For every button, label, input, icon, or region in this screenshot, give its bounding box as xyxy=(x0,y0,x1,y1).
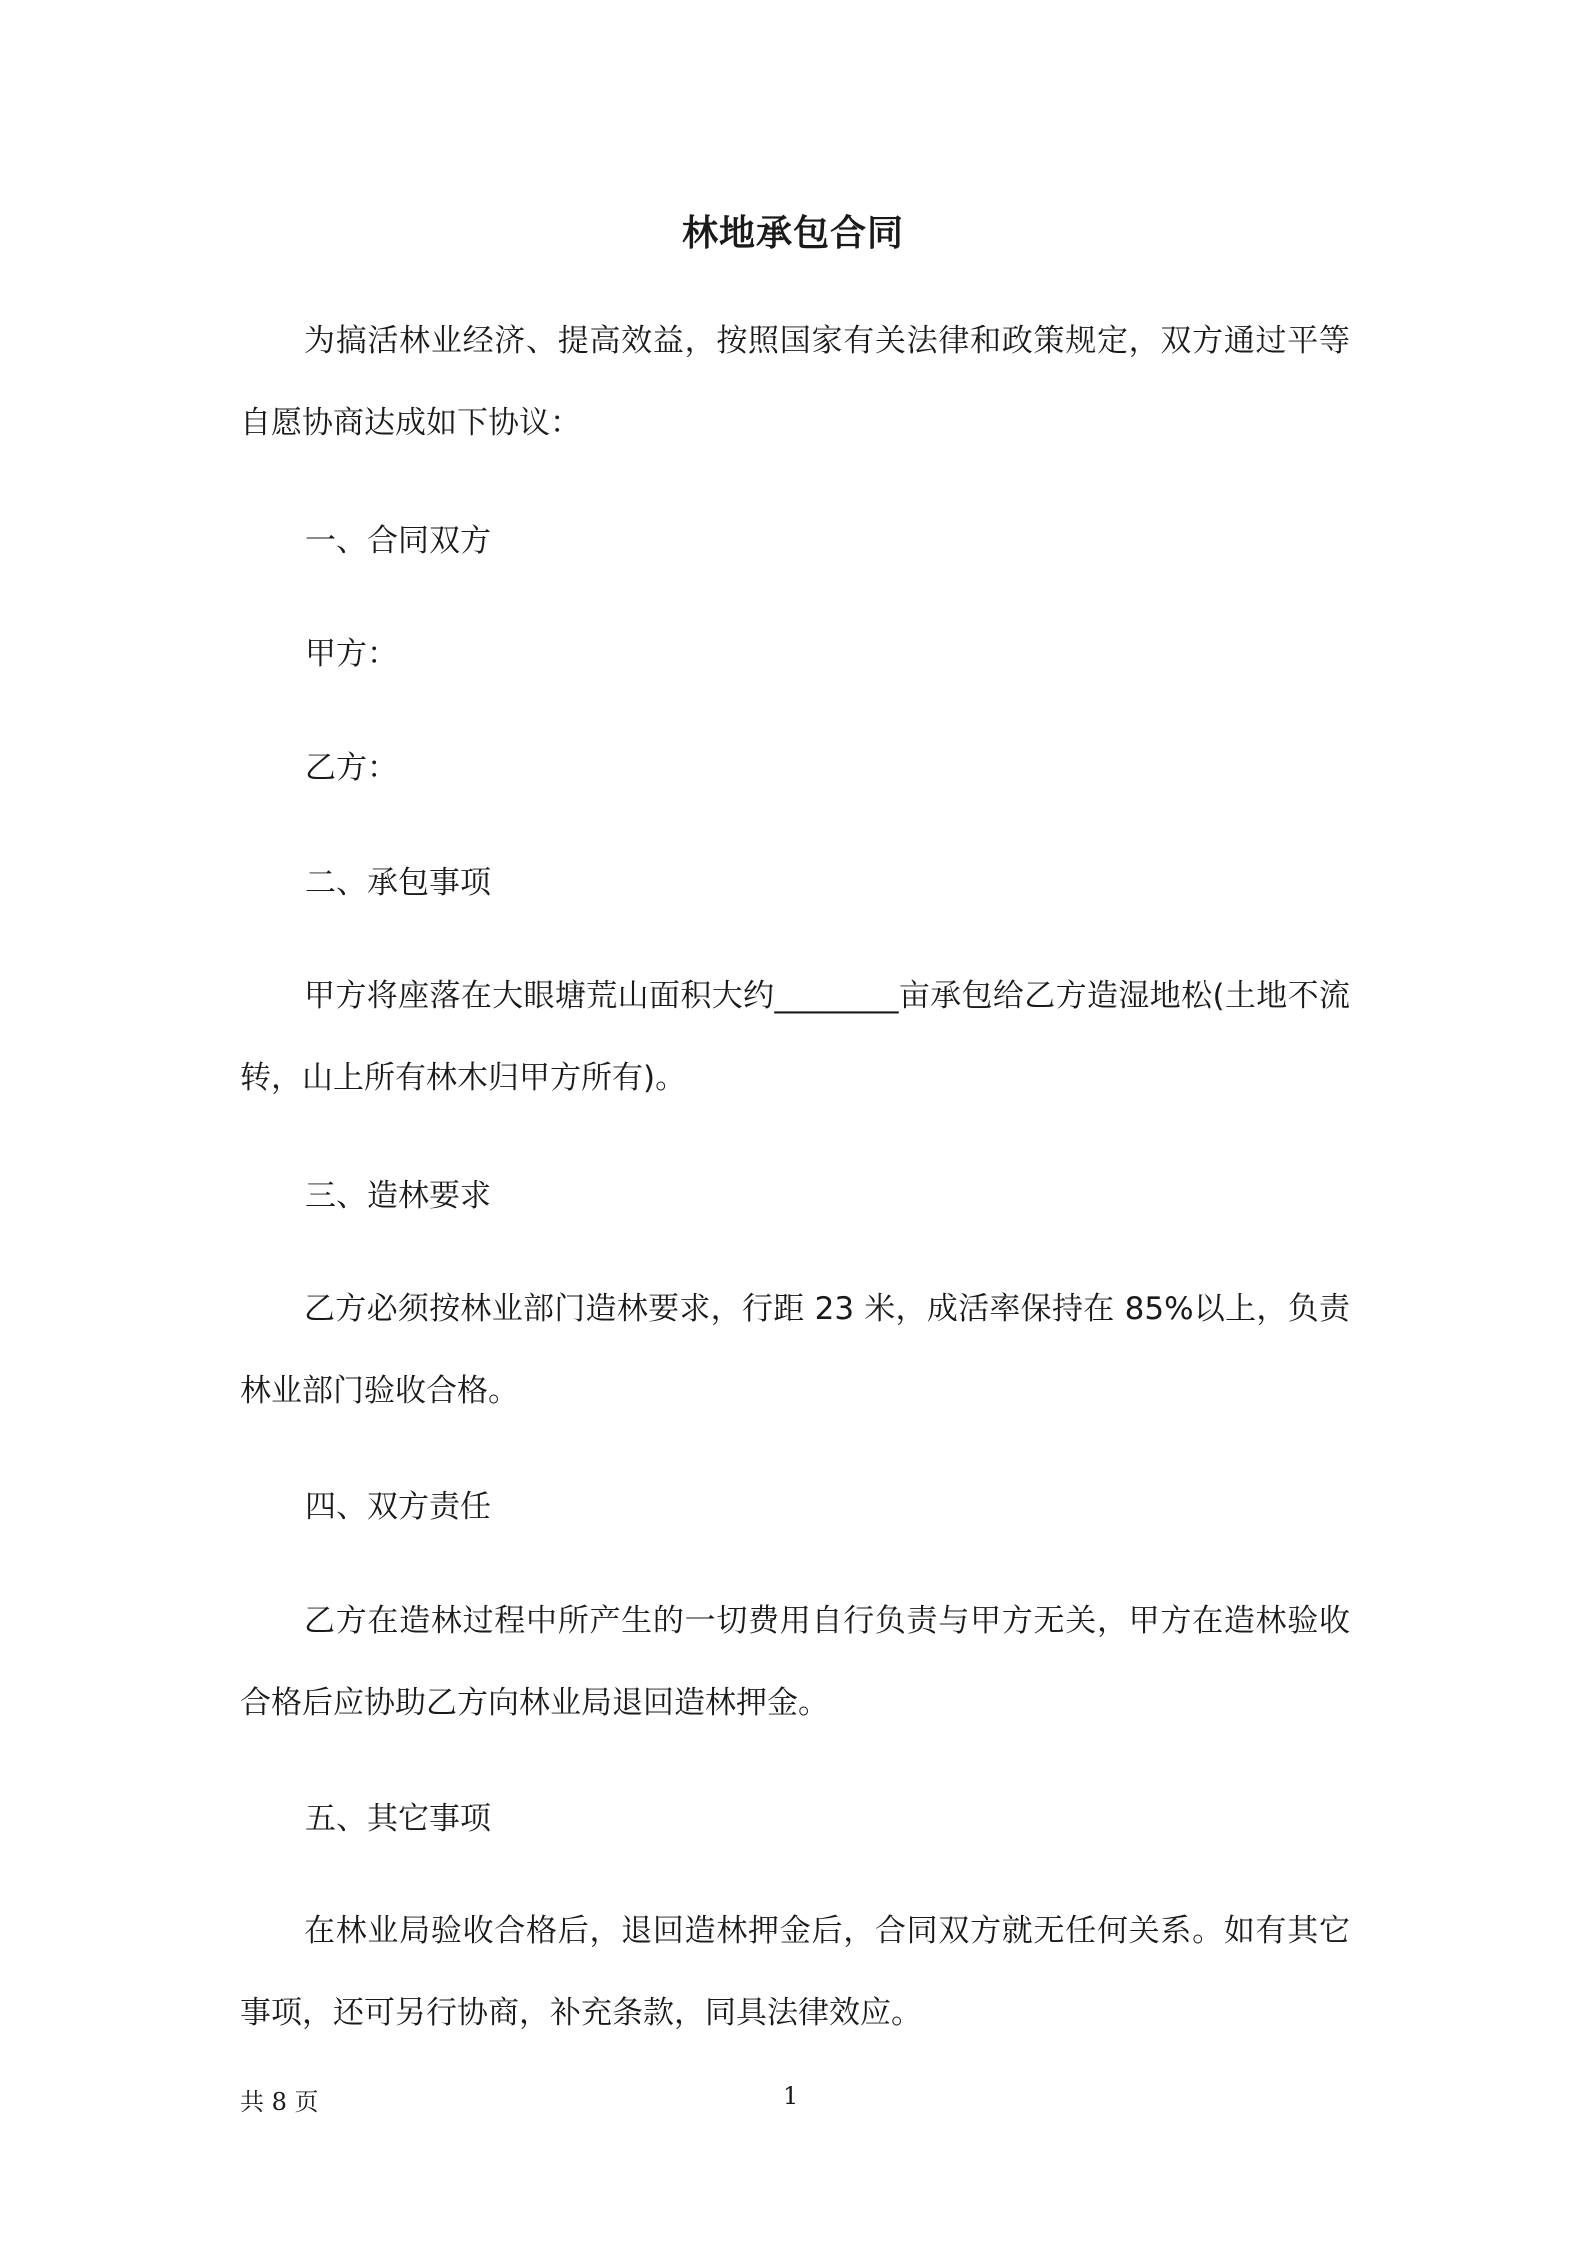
party-b-label: 乙方： xyxy=(305,750,398,786)
party-a-label: 甲方： xyxy=(305,636,398,672)
section-3-body: 乙方必须按林业部门造林要求，行距 23 米，成活率保持在 85%以上，负责林业部门验收合格。 xyxy=(240,1291,1350,1409)
section-2-body: 甲方将座落在大眼塘荒山面积大约________亩承包给乙方造湿地松(土地不流转，山上所有林木归甲方所有)。 xyxy=(240,978,1350,1096)
footer-page-number: 1 xyxy=(783,2082,799,2110)
section-2-heading: 二、承包事项 xyxy=(305,865,491,901)
document-title: 林地承包合同 xyxy=(681,213,904,254)
section-3-heading: 三、造林要求 xyxy=(305,1178,491,1214)
section-4-body: 乙方在造林过程中所产生的一切费用自行负责与甲方无关，甲方在造林验收合格后应协助乙方向林业局退回造林押金。 xyxy=(240,1603,1350,1721)
section-5-body: 在林业局验收合格后，退回造林押金后，合同双方就无任何关系。如有其它事项，还可另行协商，补充条款，同具法律效应。 xyxy=(240,1913,1350,2031)
section-4-heading: 四、双方责任 xyxy=(305,1489,491,1525)
footer-total-pages: 共 8 页 xyxy=(240,2088,319,2116)
section-5-heading: 五、其它事项 xyxy=(305,1801,491,1837)
intro-paragraph: 为搞活林业经济、提高效益，按照国家有关法律和政策规定，双方通过平等自愿协商达成如下协议： xyxy=(240,323,1350,441)
section-1-heading: 一、合同双方 xyxy=(305,523,491,559)
